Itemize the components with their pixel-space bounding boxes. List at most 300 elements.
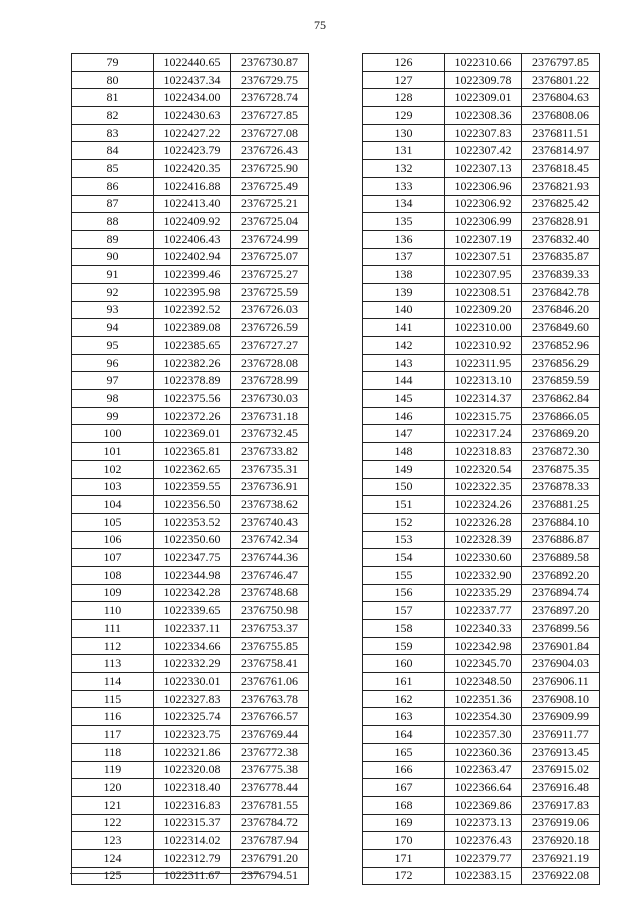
table-row xyxy=(72,761,309,779)
x-coordinate-cell: 1022310.00 xyxy=(445,319,522,337)
x-coordinate-cell: 1022306.99 xyxy=(445,213,522,231)
point-number-cell: 82 xyxy=(72,107,154,125)
point-number-cell: 119 xyxy=(72,761,154,779)
point-number-cell: 112 xyxy=(72,637,154,655)
y-coordinate-cell: 2376846.20 xyxy=(522,301,600,319)
x-coordinate-cell: 1022318.83 xyxy=(445,443,522,461)
y-coordinate-cell: 2376859.59 xyxy=(522,372,600,390)
x-coordinate-cell: 1022340.33 xyxy=(445,620,522,638)
y-coordinate-cell: 2376894.74 xyxy=(522,584,600,602)
point-number-cell: 131 xyxy=(363,142,445,160)
point-number-cell: 136 xyxy=(363,230,445,248)
x-coordinate-cell: 1022366.64 xyxy=(445,779,522,797)
x-coordinate-cell: 1022350.60 xyxy=(154,531,231,549)
point-number-cell: 159 xyxy=(363,637,445,655)
y-coordinate-cell: 2376725.90 xyxy=(231,160,309,178)
point-number-cell: 110 xyxy=(72,602,154,620)
point-number-cell: 148 xyxy=(363,443,445,461)
y-coordinate-cell: 2376726.03 xyxy=(231,301,309,319)
point-number-cell: 81 xyxy=(72,89,154,107)
table-row xyxy=(72,708,309,726)
y-coordinate-cell: 2376769.44 xyxy=(231,726,309,744)
table-row xyxy=(363,743,600,761)
point-number-cell: 141 xyxy=(363,319,445,337)
point-number-cell: 138 xyxy=(363,266,445,284)
point-number-cell: 104 xyxy=(72,496,154,514)
y-coordinate-cell: 2376775.38 xyxy=(231,761,309,779)
point-number-cell: 93 xyxy=(72,301,154,319)
point-number-cell: 171 xyxy=(363,849,445,867)
x-coordinate-cell: 1022330.01 xyxy=(154,673,231,691)
x-coordinate-cell: 1022337.77 xyxy=(445,602,522,620)
y-coordinate-cell: 2376921.19 xyxy=(522,849,600,867)
table-row xyxy=(72,230,309,248)
point-number-cell: 162 xyxy=(363,690,445,708)
table-row xyxy=(72,460,309,478)
table-row xyxy=(72,779,309,797)
y-coordinate-cell: 2376862.84 xyxy=(522,390,600,408)
y-coordinate-cell: 2376913.45 xyxy=(522,743,600,761)
point-number-cell: 101 xyxy=(72,443,154,461)
table-row xyxy=(72,849,309,867)
point-number-cell: 102 xyxy=(72,460,154,478)
x-coordinate-cell: 1022357.30 xyxy=(445,726,522,744)
x-coordinate-cell: 1022307.95 xyxy=(445,266,522,284)
table-row xyxy=(363,283,600,301)
x-coordinate-cell: 1022362.65 xyxy=(154,460,231,478)
table-row xyxy=(363,213,600,231)
y-coordinate-cell: 2376735.31 xyxy=(231,460,309,478)
table-row xyxy=(72,602,309,620)
x-coordinate-cell: 1022310.92 xyxy=(445,337,522,355)
y-coordinate-cell: 2376839.33 xyxy=(522,266,600,284)
table-row xyxy=(72,160,309,178)
point-number-cell: 169 xyxy=(363,814,445,832)
x-coordinate-cell: 1022314.37 xyxy=(445,390,522,408)
table-row xyxy=(72,566,309,584)
point-number-cell: 158 xyxy=(363,620,445,638)
table-row xyxy=(72,142,309,160)
y-coordinate-cell: 2376778.44 xyxy=(231,779,309,797)
table-row xyxy=(363,814,600,832)
x-coordinate-cell: 1022309.20 xyxy=(445,301,522,319)
x-coordinate-cell: 1022332.90 xyxy=(445,566,522,584)
table-row xyxy=(72,301,309,319)
y-coordinate-cell: 2376908.10 xyxy=(522,690,600,708)
y-coordinate-cell: 2376922.08 xyxy=(522,867,600,885)
table-row xyxy=(363,177,600,195)
y-coordinate-cell: 2376744.36 xyxy=(231,549,309,567)
point-number-cell: 118 xyxy=(72,743,154,761)
point-number-cell: 107 xyxy=(72,549,154,567)
y-coordinate-cell: 2376915.02 xyxy=(522,761,600,779)
y-coordinate-cell: 2376729.75 xyxy=(231,71,309,89)
table-row xyxy=(72,637,309,655)
table-row xyxy=(72,655,309,673)
x-coordinate-cell: 1022322.35 xyxy=(445,478,522,496)
y-coordinate-cell: 2376742.34 xyxy=(231,531,309,549)
table-row xyxy=(363,248,600,266)
table-row xyxy=(363,726,600,744)
x-coordinate-cell: 1022316.83 xyxy=(154,796,231,814)
y-coordinate-cell: 2376748.68 xyxy=(231,584,309,602)
point-number-cell: 170 xyxy=(363,832,445,850)
table-row xyxy=(72,443,309,461)
x-coordinate-cell: 1022376.43 xyxy=(445,832,522,850)
y-coordinate-cell: 2376733.82 xyxy=(231,443,309,461)
table-row xyxy=(363,407,600,425)
y-coordinate-cell: 2376781.55 xyxy=(231,796,309,814)
table-row xyxy=(72,54,309,72)
y-coordinate-cell: 2376725.04 xyxy=(231,213,309,231)
point-number-cell: 166 xyxy=(363,761,445,779)
point-number-cell: 144 xyxy=(363,372,445,390)
point-number-cell: 135 xyxy=(363,213,445,231)
x-coordinate-cell: 1022330.60 xyxy=(445,549,522,567)
y-coordinate-cell: 2376787.94 xyxy=(231,832,309,850)
coordinates-table-left xyxy=(71,53,309,885)
y-coordinate-cell: 2376755.85 xyxy=(231,637,309,655)
table-row xyxy=(72,867,309,885)
point-number-cell: 83 xyxy=(72,124,154,142)
x-coordinate-cell: 1022423.79 xyxy=(154,142,231,160)
y-coordinate-cell: 2376740.43 xyxy=(231,513,309,531)
y-coordinate-cell: 2376875.35 xyxy=(522,460,600,478)
point-number-cell: 157 xyxy=(363,602,445,620)
table-row xyxy=(363,124,600,142)
y-coordinate-cell: 2376849.60 xyxy=(522,319,600,337)
point-number-cell: 151 xyxy=(363,496,445,514)
x-coordinate-cell: 1022311.67 xyxy=(154,867,231,885)
x-coordinate-cell: 1022321.86 xyxy=(154,743,231,761)
point-number-cell: 89 xyxy=(72,230,154,248)
x-coordinate-cell: 1022372.26 xyxy=(154,407,231,425)
table-row xyxy=(72,266,309,284)
table-row xyxy=(72,584,309,602)
point-number-cell: 163 xyxy=(363,708,445,726)
y-coordinate-cell: 2376842.78 xyxy=(522,283,600,301)
point-number-cell: 91 xyxy=(72,266,154,284)
y-coordinate-cell: 2376758.41 xyxy=(231,655,309,673)
y-coordinate-cell: 2376866.05 xyxy=(522,407,600,425)
table-row xyxy=(72,354,309,372)
y-coordinate-cell: 2376832.40 xyxy=(522,230,600,248)
point-number-cell: 90 xyxy=(72,248,154,266)
y-coordinate-cell: 2376811.51 xyxy=(522,124,600,142)
point-number-cell: 150 xyxy=(363,478,445,496)
y-coordinate-cell: 2376753.37 xyxy=(231,620,309,638)
x-coordinate-cell: 1022337.11 xyxy=(154,620,231,638)
x-coordinate-cell: 1022315.37 xyxy=(154,814,231,832)
x-coordinate-cell: 1022406.43 xyxy=(154,230,231,248)
table-row xyxy=(72,283,309,301)
point-number-cell: 172 xyxy=(363,867,445,885)
table-row xyxy=(363,796,600,814)
y-coordinate-cell: 2376730.87 xyxy=(231,54,309,72)
y-coordinate-cell: 2376909.99 xyxy=(522,708,600,726)
table-row xyxy=(72,425,309,443)
table-row xyxy=(363,849,600,867)
table-row xyxy=(363,107,600,125)
y-coordinate-cell: 2376726.43 xyxy=(231,142,309,160)
point-number-cell: 154 xyxy=(363,549,445,567)
x-coordinate-cell: 1022317.24 xyxy=(445,425,522,443)
page-number: 75 xyxy=(314,18,326,32)
point-number-cell: 106 xyxy=(72,531,154,549)
table-row xyxy=(72,195,309,213)
table-row xyxy=(72,531,309,549)
table-row xyxy=(363,496,600,514)
y-coordinate-cell: 2376904.03 xyxy=(522,655,600,673)
x-coordinate-cell: 1022342.28 xyxy=(154,584,231,602)
y-coordinate-cell: 2376725.49 xyxy=(231,177,309,195)
x-coordinate-cell: 1022324.26 xyxy=(445,496,522,514)
y-coordinate-cell: 2376725.27 xyxy=(231,266,309,284)
point-number-cell: 160 xyxy=(363,655,445,673)
table-row xyxy=(363,460,600,478)
x-coordinate-cell: 1022309.01 xyxy=(445,89,522,107)
x-coordinate-cell: 1022332.29 xyxy=(154,655,231,673)
point-number-cell: 108 xyxy=(72,566,154,584)
point-number-cell: 137 xyxy=(363,248,445,266)
x-coordinate-cell: 1022389.08 xyxy=(154,319,231,337)
table-row xyxy=(72,743,309,761)
x-coordinate-cell: 1022345.70 xyxy=(445,655,522,673)
point-number-cell: 95 xyxy=(72,337,154,355)
point-number-cell: 147 xyxy=(363,425,445,443)
table-row xyxy=(72,673,309,691)
x-coordinate-cell: 1022359.55 xyxy=(154,478,231,496)
x-coordinate-cell: 1022312.79 xyxy=(154,849,231,867)
point-number-cell: 133 xyxy=(363,177,445,195)
table-row xyxy=(363,513,600,531)
y-coordinate-cell: 2376814.97 xyxy=(522,142,600,160)
table-row xyxy=(363,230,600,248)
x-coordinate-cell: 1022363.47 xyxy=(445,761,522,779)
y-coordinate-cell: 2376872.30 xyxy=(522,443,600,461)
x-coordinate-cell: 1022307.51 xyxy=(445,248,522,266)
table-row xyxy=(72,390,309,408)
y-coordinate-cell: 2376901.84 xyxy=(522,637,600,655)
y-coordinate-cell: 2376731.18 xyxy=(231,407,309,425)
table-row xyxy=(72,690,309,708)
table-row xyxy=(363,195,600,213)
point-number-cell: 120 xyxy=(72,779,154,797)
y-coordinate-cell: 2376886.87 xyxy=(522,531,600,549)
y-coordinate-cell: 2376794.51 xyxy=(231,867,309,885)
y-coordinate-cell: 2376763.78 xyxy=(231,690,309,708)
point-number-cell: 80 xyxy=(72,71,154,89)
point-number-cell: 168 xyxy=(363,796,445,814)
point-number-cell: 146 xyxy=(363,407,445,425)
x-coordinate-cell: 1022310.66 xyxy=(445,54,522,72)
y-coordinate-cell: 2376804.63 xyxy=(522,89,600,107)
table-row xyxy=(363,71,600,89)
x-coordinate-cell: 1022395.98 xyxy=(154,283,231,301)
point-number-cell: 87 xyxy=(72,195,154,213)
table-row xyxy=(72,620,309,638)
y-coordinate-cell: 2376727.27 xyxy=(231,337,309,355)
point-number-cell: 130 xyxy=(363,124,445,142)
y-coordinate-cell: 2376906.11 xyxy=(522,673,600,691)
y-coordinate-cell: 2376917.83 xyxy=(522,796,600,814)
table-row xyxy=(363,89,600,107)
y-coordinate-cell: 2376797.85 xyxy=(522,54,600,72)
y-coordinate-cell: 2376828.91 xyxy=(522,213,600,231)
point-number-cell: 145 xyxy=(363,390,445,408)
y-coordinate-cell: 2376856.29 xyxy=(522,354,600,372)
x-coordinate-cell: 1022399.46 xyxy=(154,266,231,284)
table-row xyxy=(363,354,600,372)
table-row xyxy=(363,655,600,673)
x-coordinate-cell: 1022334.66 xyxy=(154,637,231,655)
table-row xyxy=(72,832,309,850)
table-row xyxy=(72,549,309,567)
point-number-cell: 96 xyxy=(72,354,154,372)
point-number-cell: 164 xyxy=(363,726,445,744)
table-row xyxy=(72,337,309,355)
table-row xyxy=(363,832,600,850)
x-coordinate-cell: 1022416.88 xyxy=(154,177,231,195)
table-row xyxy=(363,337,600,355)
point-number-cell: 155 xyxy=(363,566,445,584)
y-coordinate-cell: 2376766.57 xyxy=(231,708,309,726)
y-coordinate-cell: 2376852.96 xyxy=(522,337,600,355)
point-number-cell: 156 xyxy=(363,584,445,602)
x-coordinate-cell: 1022348.50 xyxy=(445,673,522,691)
y-coordinate-cell: 2376801.22 xyxy=(522,71,600,89)
x-coordinate-cell: 1022440.65 xyxy=(154,54,231,72)
table-row xyxy=(363,566,600,584)
point-number-cell: 100 xyxy=(72,425,154,443)
point-number-cell: 117 xyxy=(72,726,154,744)
point-number-cell: 127 xyxy=(363,71,445,89)
point-number-cell: 143 xyxy=(363,354,445,372)
point-number-cell: 84 xyxy=(72,142,154,160)
table-row xyxy=(363,372,600,390)
y-coordinate-cell: 2376730.03 xyxy=(231,390,309,408)
x-coordinate-cell: 1022326.28 xyxy=(445,513,522,531)
y-coordinate-cell: 2376726.59 xyxy=(231,319,309,337)
x-coordinate-cell: 1022308.36 xyxy=(445,107,522,125)
x-coordinate-cell: 1022342.98 xyxy=(445,637,522,655)
table-row xyxy=(72,796,309,814)
footnote-separator xyxy=(70,873,260,874)
x-coordinate-cell: 1022306.96 xyxy=(445,177,522,195)
x-coordinate-cell: 1022307.83 xyxy=(445,124,522,142)
table-row xyxy=(72,71,309,89)
table-row xyxy=(363,142,600,160)
y-coordinate-cell: 2376727.08 xyxy=(231,124,309,142)
point-number-cell: 114 xyxy=(72,673,154,691)
x-coordinate-cell: 1022351.36 xyxy=(445,690,522,708)
table-row xyxy=(363,319,600,337)
point-number-cell: 140 xyxy=(363,301,445,319)
point-number-cell: 132 xyxy=(363,160,445,178)
x-coordinate-cell: 1022434.00 xyxy=(154,89,231,107)
x-coordinate-cell: 1022313.10 xyxy=(445,372,522,390)
y-coordinate-cell: 2376725.59 xyxy=(231,283,309,301)
y-coordinate-cell: 2376728.08 xyxy=(231,354,309,372)
x-coordinate-cell: 1022420.35 xyxy=(154,160,231,178)
x-coordinate-cell: 1022437.34 xyxy=(154,71,231,89)
x-coordinate-cell: 1022323.75 xyxy=(154,726,231,744)
x-coordinate-cell: 1022328.39 xyxy=(445,531,522,549)
y-coordinate-cell: 2376736.91 xyxy=(231,478,309,496)
point-number-cell: 165 xyxy=(363,743,445,761)
table-row xyxy=(363,390,600,408)
x-coordinate-cell: 1022327.83 xyxy=(154,690,231,708)
point-number-cell: 161 xyxy=(363,673,445,691)
x-coordinate-cell: 1022379.77 xyxy=(445,849,522,867)
point-number-cell: 152 xyxy=(363,513,445,531)
table-row xyxy=(363,708,600,726)
x-coordinate-cell: 1022373.13 xyxy=(445,814,522,832)
point-number-cell: 97 xyxy=(72,372,154,390)
point-number-cell: 123 xyxy=(72,832,154,850)
x-coordinate-cell: 1022413.40 xyxy=(154,195,231,213)
table-row xyxy=(363,620,600,638)
table-row xyxy=(72,177,309,195)
point-number-cell: 116 xyxy=(72,708,154,726)
point-number-cell: 98 xyxy=(72,390,154,408)
point-number-cell: 121 xyxy=(72,796,154,814)
x-coordinate-cell: 1022385.65 xyxy=(154,337,231,355)
table-row xyxy=(363,779,600,797)
table-row xyxy=(363,761,600,779)
x-coordinate-cell: 1022360.36 xyxy=(445,743,522,761)
y-coordinate-cell: 2376791.20 xyxy=(231,849,309,867)
point-number-cell: 88 xyxy=(72,213,154,231)
table-row xyxy=(72,814,309,832)
coordinates-table-right xyxy=(362,53,600,885)
x-coordinate-cell: 1022307.19 xyxy=(445,230,522,248)
y-coordinate-cell: 2376738.62 xyxy=(231,496,309,514)
y-coordinate-cell: 2376869.20 xyxy=(522,425,600,443)
y-coordinate-cell: 2376899.56 xyxy=(522,620,600,638)
y-coordinate-cell: 2376772.38 xyxy=(231,743,309,761)
x-coordinate-cell: 1022307.13 xyxy=(445,160,522,178)
table-row xyxy=(363,602,600,620)
point-number-cell: 149 xyxy=(363,460,445,478)
x-coordinate-cell: 1022307.42 xyxy=(445,142,522,160)
y-coordinate-cell: 2376892.20 xyxy=(522,566,600,584)
table-row xyxy=(363,549,600,567)
x-coordinate-cell: 1022311.95 xyxy=(445,354,522,372)
table-row xyxy=(363,531,600,549)
point-number-cell: 129 xyxy=(363,107,445,125)
x-coordinate-cell: 1022320.08 xyxy=(154,761,231,779)
y-coordinate-cell: 2376916.48 xyxy=(522,779,600,797)
table-row xyxy=(363,301,600,319)
x-coordinate-cell: 1022320.54 xyxy=(445,460,522,478)
y-coordinate-cell: 2376884.10 xyxy=(522,513,600,531)
point-number-cell: 113 xyxy=(72,655,154,673)
table-row xyxy=(363,584,600,602)
table-row xyxy=(72,248,309,266)
point-number-cell: 94 xyxy=(72,319,154,337)
table-row xyxy=(363,443,600,461)
table-row xyxy=(72,124,309,142)
table-row xyxy=(363,637,600,655)
y-coordinate-cell: 2376750.98 xyxy=(231,602,309,620)
y-coordinate-cell: 2376889.58 xyxy=(522,549,600,567)
table-row xyxy=(363,478,600,496)
y-coordinate-cell: 2376727.85 xyxy=(231,107,309,125)
point-number-cell: 153 xyxy=(363,531,445,549)
x-coordinate-cell: 1022325.74 xyxy=(154,708,231,726)
y-coordinate-cell: 2376725.07 xyxy=(231,248,309,266)
